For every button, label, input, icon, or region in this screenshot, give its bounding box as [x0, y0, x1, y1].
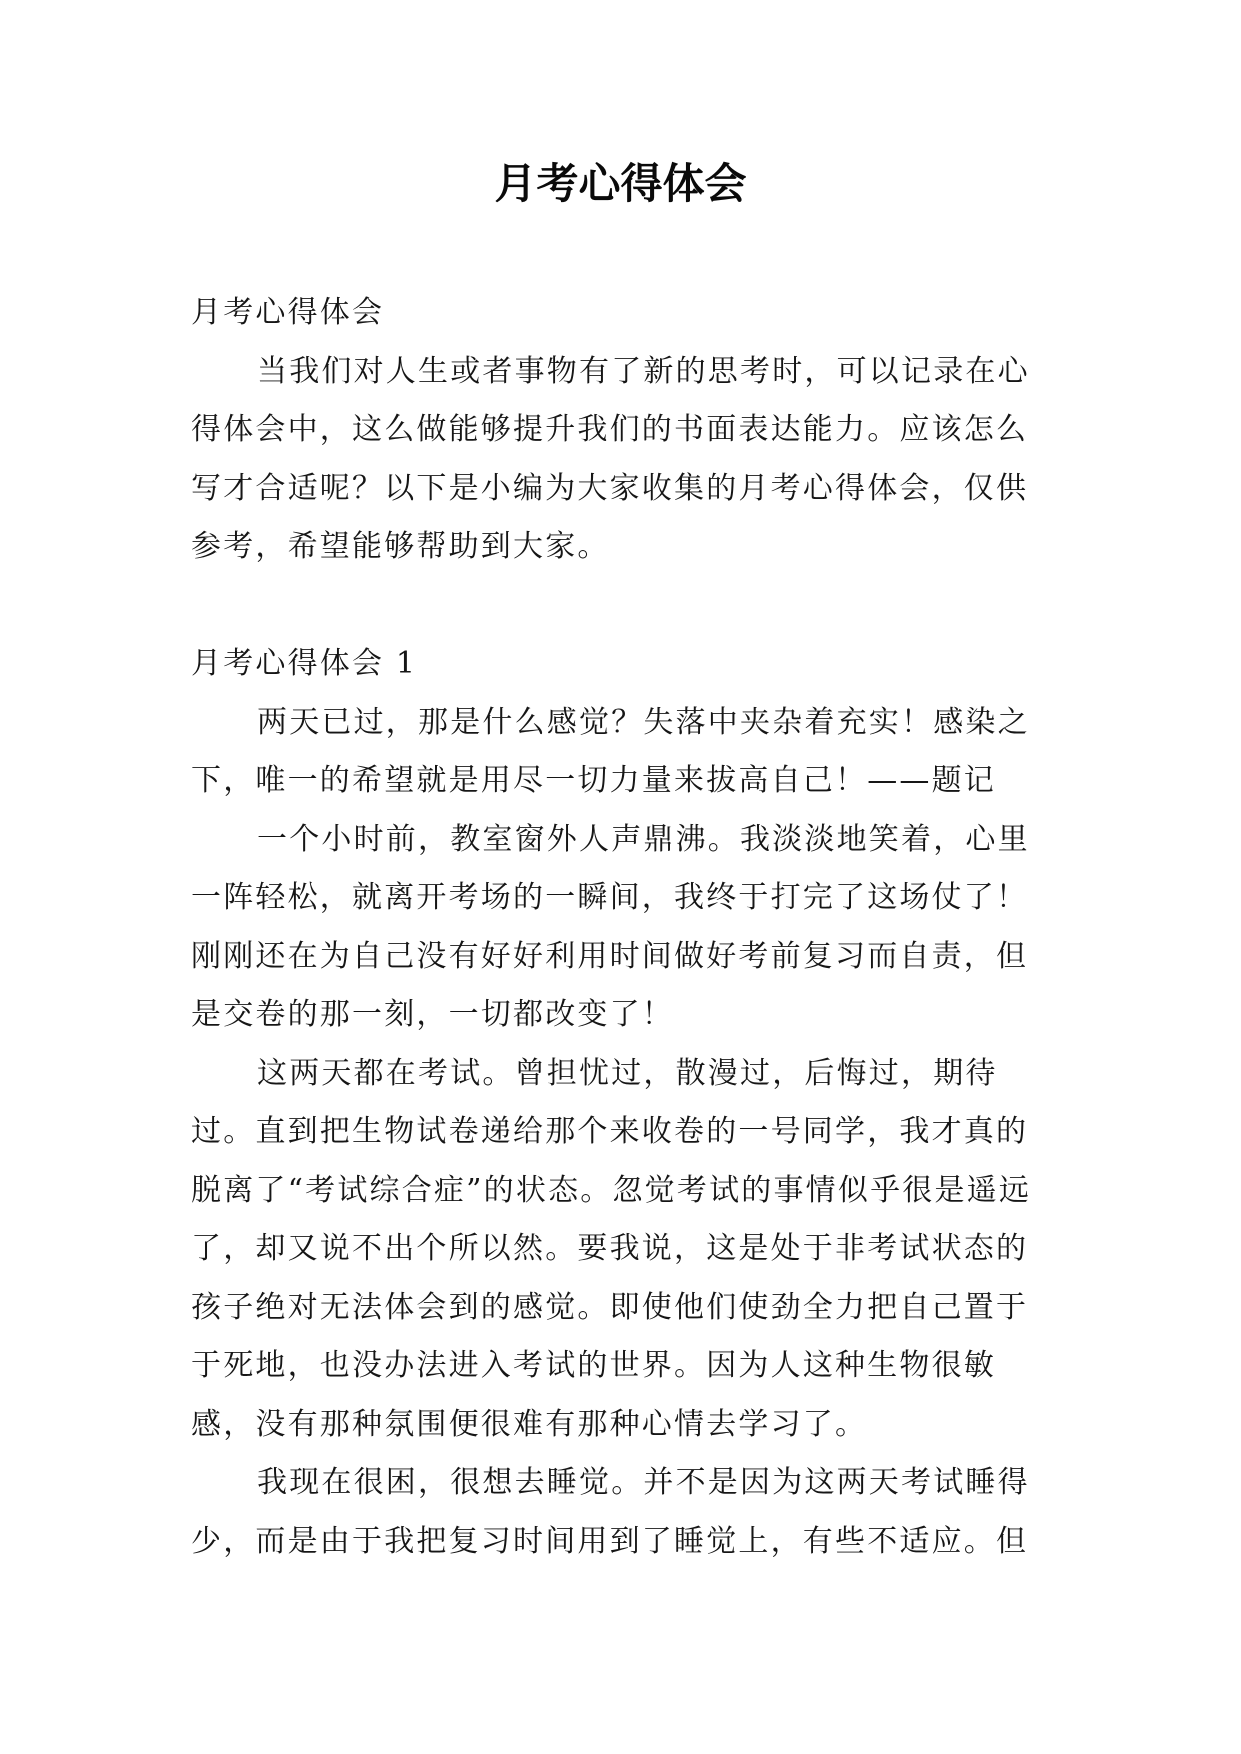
- section1-paragraph-2: 一个小时前，教室窗外人声鼎沸。我淡淡地笑着，心里一阵轻松，就离开考场的一瞬间，我终于打完了这场仗了！刚刚还在为自己没有好好利用时间做好考前复习而自责，但是交卷的那一刻，一切都改变了！: [191, 821, 1030, 1032]
- section1-heading: 月考心得体会 1: [191, 646, 418, 681]
- intro-paragraph: 当我们对人生或者事物有了新的思考时，可以记录在心得体会中，这么做能够提升我们的书面表达能力。应该怎么写才合适呢？以下是小编为大家收集的月考心得体会，仅供参考，希望能够帮助到大家。: [191, 353, 1030, 564]
- section1-paragraph-epigraph: 两天已过，那是什么感觉？失落中夹杂着充实！感染之下，唯一的希望就是用尽一切力量来拔高自己！——题记: [191, 704, 1030, 798]
- section1-paragraph-3: 这两天都在考试。曾担忧过，散漫过，后悔过，期待过。直到把生物试卷递给那个来收卷的一号同学，我才真的脱离了“考试综合症”的状态。忽觉考试的事情似乎很是遥远了，却又说不出个所以然。要我说，这是处于非考试状态的孩子绝对无法体会到的感觉。即使他们使劲全力把自己置于于死地，也没办法进入考试的世界。因为人这种生物很敏感，没有那种氛围便很难有那种心情去学习了。: [191, 1055, 1032, 1442]
- section1-paragraph-4: 我现在很困，很想去睡觉。并不是因为这两天考试睡得少，而是由于我把复习时间用到了睡觉上，有些不适应。但: [191, 1465, 1030, 1559]
- intro-heading: 月考心得体会: [191, 295, 385, 330]
- document-title: 月考心得体会: [494, 159, 747, 208]
- section-spacer: [191, 577, 1051, 636]
- document-body: [191, 284, 1051, 1571]
